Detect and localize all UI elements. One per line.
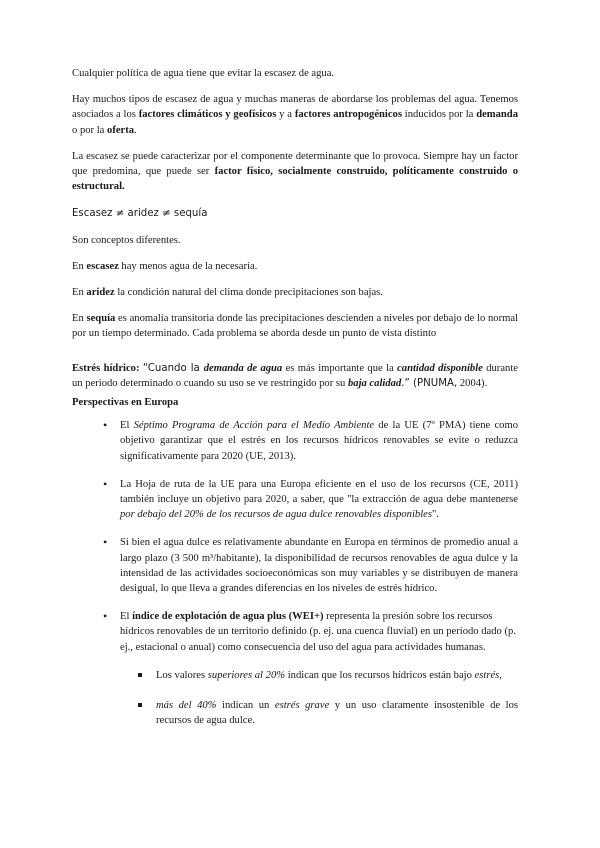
sub-list-item: Los valores superiores al 20% indican que los recursos hídricos están bajo estrés, — [72, 668, 518, 683]
square-bullet-icon — [138, 703, 142, 707]
bullet-icon: • — [103, 535, 108, 550]
list-item: • Si bien el agua dulce es relativamente abundante en Europa en términos de promedio anual a largo plazo (3 500 m³/habitante), la disponibilidad de recursos renovables de agua dulce y la intensidad de las actividades socioeconómicas son muy variables y se distribuyen de manera desigual, lo que lleva a grandes diferencias en los niveles de estrés hídrico. — [103, 535, 518, 595]
square-bullet-icon — [138, 673, 142, 677]
paragraph-different-concepts: Son conceptos diferentes. — [72, 234, 181, 246]
list-item: • El índice de explotación de agua plus (WEI+) representa la presión sobre los recursos hídricos renovables de un territorio definido (p. ej. una cuenca fluvial) en un período dado (p. ej., estacional o anual) como consecuencia del uso del agua para actividades humanas. — [103, 609, 516, 653]
document-page — [72, 66, 518, 744]
list-item: • El Séptimo Programa de Acción para el Medio Ambiente de la UE (7º PMA) tiene como objetivo garantizar que el estrés en los recursos hídricos renovables se evite o reduzca significativamente para 2020 (UE, 2013). — [103, 418, 518, 462]
concepts-inequality: Escasez ≠ aridez ≠ sequía — [72, 208, 208, 220]
paragraph-water-stress: Estrés hídrico: “Cuando la demanda de agua es más importante que la cantidad disponible durante un periodo determinado o cuando su uso se ve restringido por su baja calidad.” (PNUMA, 2004). — [72, 362, 518, 389]
bullet-icon: • — [103, 609, 108, 624]
definition-aridez: En aridez la condición natural del clima donde precipitaciones son bajas. — [72, 287, 383, 299]
paragraph-policy: Cualquier política de agua tiene que evitar la escasez de agua. — [72, 68, 335, 79]
definition-sequia: En sequía es anomalía transitoria donde las precipitaciones descienden a niveles por debajo de lo normal por un tiempo determinado. Cada problema se aborda desde un punto de vista distinto — [72, 313, 518, 340]
bullet-icon: • — [103, 418, 108, 433]
paragraph-determinant-factor: La escasez se puede caracterizar por el componente determinante que lo provoca. Siempre hay un factor que predomina, que puede ser factor físico, socialmente construido, políticamente construido o estructural. — [72, 150, 519, 193]
europe-bullet-list — [72, 418, 518, 655]
paragraph-scarcity-types: Hay muchos tipos de escasez de agua y muchas maneras de abordarse los problemas del agua. Tenemos asociados a los factores climáticos y geofísicos y a factores antropogénicos inducidos por la demanda o por la oferta. — [72, 94, 518, 136]
list-item: • La Hoja de ruta de la UE para una Europa eficiente en el uso de los recursos (CE, 2011) también incluye un objetivo para 2020, a saber, que "la extracción de agua debe mantenerse por debajo del 20% de los recursos de agua dulce renovables disponibles". — [103, 476, 518, 521]
sub-list-item: más del 40% indican un estrés grave y un uso claramente insostenible de los recursos de agua dulce. — [72, 698, 518, 728]
spacer — [72, 342, 518, 361]
wei-sub-list — [72, 668, 518, 729]
section-heading: Perspectivas en Europa — [72, 397, 179, 409]
definition-escasez: En escasez hay menos agua de la necesaria. — [72, 260, 258, 272]
bullet-icon: • — [103, 476, 108, 491]
